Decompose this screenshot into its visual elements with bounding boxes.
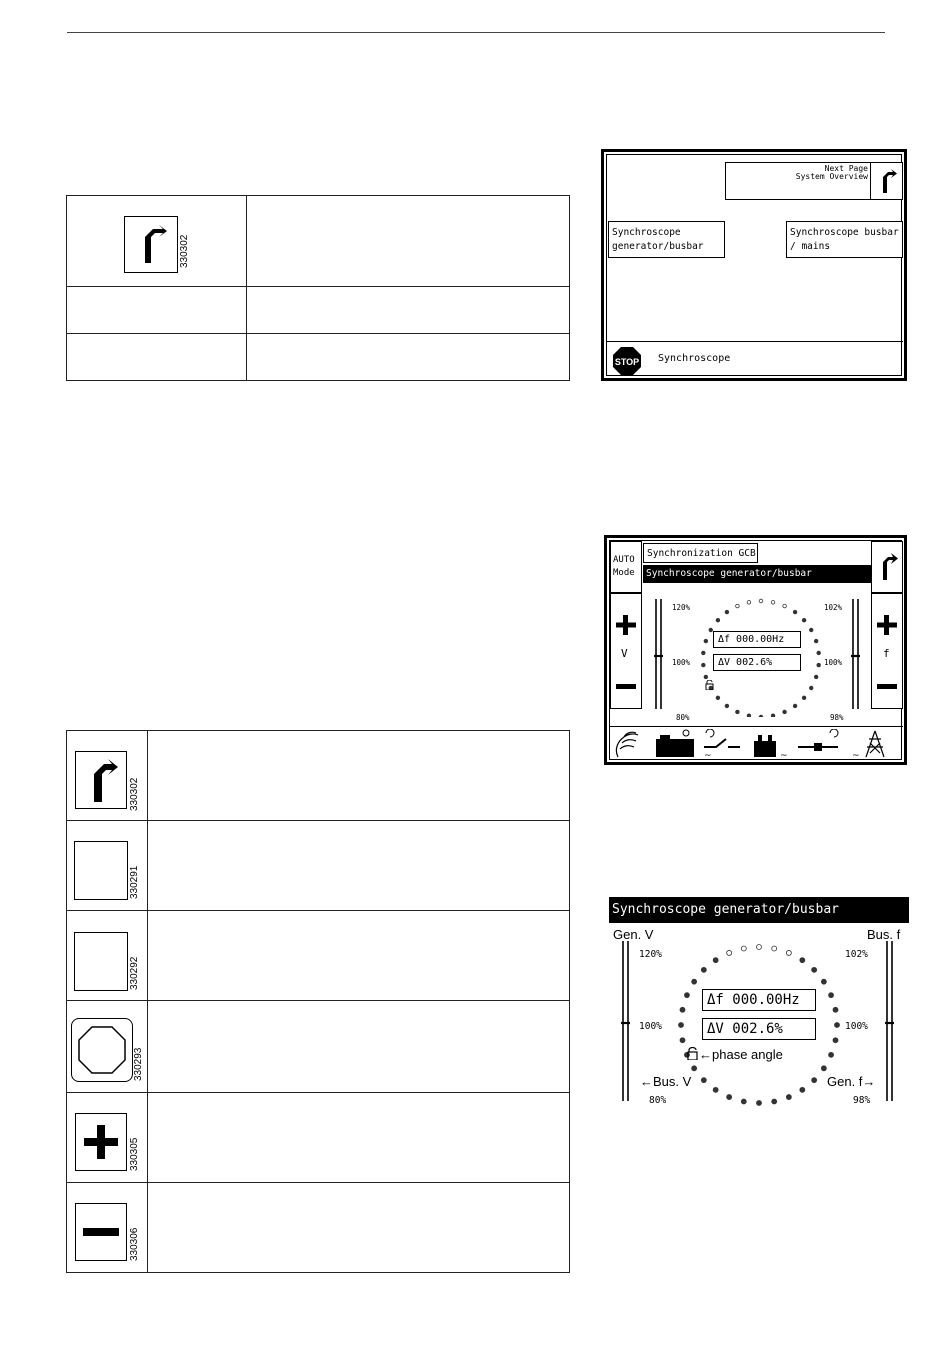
phase-dot (793, 704, 797, 708)
screen-synchroscope-menu (601, 149, 907, 381)
phase-dot (759, 715, 763, 717)
phase-dot (736, 604, 740, 608)
lock-icon (705, 677, 714, 687)
phase-dot (812, 967, 817, 972)
svg-text:~: ~ (704, 751, 712, 759)
phase-dot (727, 950, 732, 955)
phase-dot (747, 714, 751, 717)
phase-dot (701, 967, 706, 972)
phase-dot (783, 604, 787, 608)
phase-dot (692, 979, 697, 984)
screen-title: Synchroscope generator/busbar (646, 568, 812, 579)
phase-dot (821, 1066, 826, 1071)
phase-dot (802, 618, 806, 622)
icon-code: 330291 (129, 865, 140, 899)
phase-dot (713, 1087, 718, 1092)
icon-bar-divider (610, 726, 903, 727)
delta-f-readout: Δf 000.00Hz (713, 631, 801, 648)
next-page-title: Next Page (824, 164, 868, 173)
phase-dot (814, 675, 818, 679)
icon-code: 330302 (129, 777, 140, 811)
phase-dot (741, 946, 746, 951)
key-cell-blank (67, 821, 148, 911)
phase-dot (786, 1095, 791, 1100)
key-description (148, 731, 570, 821)
key-description (247, 334, 570, 381)
breaker-icon[interactable] (700, 729, 744, 759)
screen-title-bar (643, 565, 871, 583)
phase-dot (716, 696, 720, 700)
phase-dot (771, 600, 775, 604)
stop-octagon-icon (71, 1018, 133, 1082)
phase-dot (833, 1007, 838, 1012)
phase-dot (716, 618, 720, 622)
footer-label: Synchroscope (658, 353, 731, 364)
phase-angle-label: ←phase angle (699, 1047, 783, 1062)
key-description (148, 911, 570, 1001)
next-page-arrow-icon[interactable] (870, 162, 903, 200)
key-description (148, 1183, 570, 1273)
delta-f-readout: Δf 000.00Hz (702, 989, 816, 1011)
hand-icon[interactable] (612, 729, 652, 759)
bus-f-label: Bus. f (867, 927, 901, 942)
phase-dot (713, 958, 718, 963)
phase-dot (747, 600, 751, 604)
phase-dot (800, 958, 805, 963)
phase-dot (812, 1078, 817, 1083)
key-cell-next-page (67, 196, 247, 287)
key-description (148, 1001, 570, 1093)
phase-dot (702, 651, 706, 655)
key-description (247, 287, 570, 334)
key-cell (67, 287, 247, 334)
phase-dot (783, 710, 787, 714)
phase-dot (704, 639, 708, 643)
synchronization-gcb-tab[interactable]: Synchronization GCB (643, 543, 758, 563)
phase-dot (814, 639, 818, 643)
key-table-2 (66, 730, 570, 1273)
svg-text:~: ~ (780, 751, 788, 759)
frequency-unit-label: f (883, 647, 890, 660)
phase-dot (757, 945, 762, 950)
phase-dot (725, 704, 729, 708)
key-cell-stop (67, 1001, 148, 1093)
key-table-1 (66, 195, 570, 381)
busbar-icon[interactable] (748, 729, 792, 759)
phase-dot (771, 714, 775, 717)
phase-dot (680, 1038, 685, 1043)
key-cell-minus (67, 1183, 148, 1273)
gen-f-label: Gen. f→ (827, 1074, 876, 1089)
icon-code: 330293 (133, 1047, 144, 1081)
key-cell-next-page (67, 731, 148, 821)
phase-dot (786, 950, 791, 955)
voltage-minus-button[interactable] (614, 679, 638, 689)
key-cell (67, 334, 247, 381)
auto-mode-indicator: AUTO Mode (610, 541, 642, 593)
next-page-subtitle: System Overview (795, 172, 868, 181)
phase-dot (772, 1099, 777, 1104)
icon-code: 330292 (129, 956, 140, 990)
breaker-icon[interactable] (796, 729, 840, 759)
phase-dot (829, 993, 834, 998)
voltage-plus-button[interactable] (614, 613, 638, 637)
phase-dot (802, 696, 806, 700)
phase-dot (793, 610, 797, 614)
phase-dot (727, 1095, 732, 1100)
synchroscope-busbar-mains-button[interactable]: Synchroscope busbar / mains (786, 221, 903, 258)
phase-dot (809, 628, 813, 632)
phase-dot (759, 599, 763, 603)
voltage-unit-label: V (621, 647, 628, 660)
blank-key-icon (74, 932, 128, 991)
stop-icon-text: STOP (614, 357, 640, 367)
generator-icon[interactable] (654, 729, 698, 759)
phase-dot (821, 979, 826, 984)
bus-v-label: ←Bus. V (640, 1074, 692, 1089)
next-page-arrow-icon (75, 751, 127, 809)
icon-code: 330306 (129, 1227, 140, 1261)
phase-dot (829, 1052, 834, 1057)
frequency-plus-button[interactable] (875, 613, 899, 637)
phase-dot (725, 610, 729, 614)
key-description (148, 1093, 570, 1183)
minus-icon (75, 1203, 127, 1261)
key-cell-plus (67, 1093, 148, 1183)
key-cell-blank (67, 911, 148, 1001)
next-page-arrow-icon (124, 216, 178, 273)
lock-icon (687, 1047, 698, 1060)
next-page-button[interactable] (725, 162, 871, 200)
screen-synchroscope-generator-busbar: AUTO Mode V f Synchronization GCB Synchroscope generator/busbar 120% 100% 80% 102% 100% 98% Δf 000.00Hz ΔV 002.6% ~ ~ ~ (604, 535, 907, 765)
phase-dot (757, 1101, 762, 1106)
delta-v-readout: ΔV 002.6% (713, 654, 801, 671)
phase-dot (701, 1078, 706, 1083)
phase-dot (817, 663, 821, 667)
gen-v-label: Gen. V (613, 927, 654, 942)
plus-icon (75, 1113, 127, 1171)
phase-dot (800, 1087, 805, 1092)
phase-dot (679, 1023, 684, 1028)
blank-key-icon (74, 841, 128, 900)
screen-title-bar (609, 897, 909, 923)
phase-dot (741, 1099, 746, 1104)
icon-code: 330302 (179, 234, 190, 268)
phase-dot (809, 686, 813, 690)
footer-divider (607, 341, 903, 342)
next-page-arrow-icon[interactable] (871, 541, 903, 593)
phase-dot (835, 1023, 840, 1028)
phase-dot (692, 1066, 697, 1071)
phase-dot (684, 993, 689, 998)
frequency-minus-button[interactable] (875, 679, 899, 689)
phase-dot (680, 1007, 685, 1012)
phase-dot (702, 663, 706, 667)
phase-dot (736, 710, 740, 714)
screen-synchroscope-detail: Synchroscope generator/busbar Gen. V Bus. f 120% 100% 80% 102% 100% 98% Δf 000.00Hz ΔV 002.6% ←phase angle ←Bus. V Gen. f→ (609, 897, 909, 1115)
phase-dot (817, 651, 821, 655)
delta-v-readout: ΔV 002.6% (702, 1018, 816, 1040)
screen-title: Synchroscope generator/busbar (612, 902, 839, 917)
svg-text:~: ~ (852, 751, 860, 759)
synchroscope-dial (643, 585, 871, 717)
stop-icon[interactable] (612, 346, 642, 376)
key-description (247, 196, 570, 287)
phase-dot (833, 1038, 838, 1043)
mains-tower-icon[interactable] (850, 729, 900, 759)
header-rule (67, 32, 885, 33)
key-description (148, 821, 570, 911)
synchroscope-generator-busbar-button[interactable]: Synchroscope generator/busbar (608, 221, 725, 258)
phase-dot (772, 946, 777, 951)
icon-code: 330305 (129, 1137, 140, 1171)
